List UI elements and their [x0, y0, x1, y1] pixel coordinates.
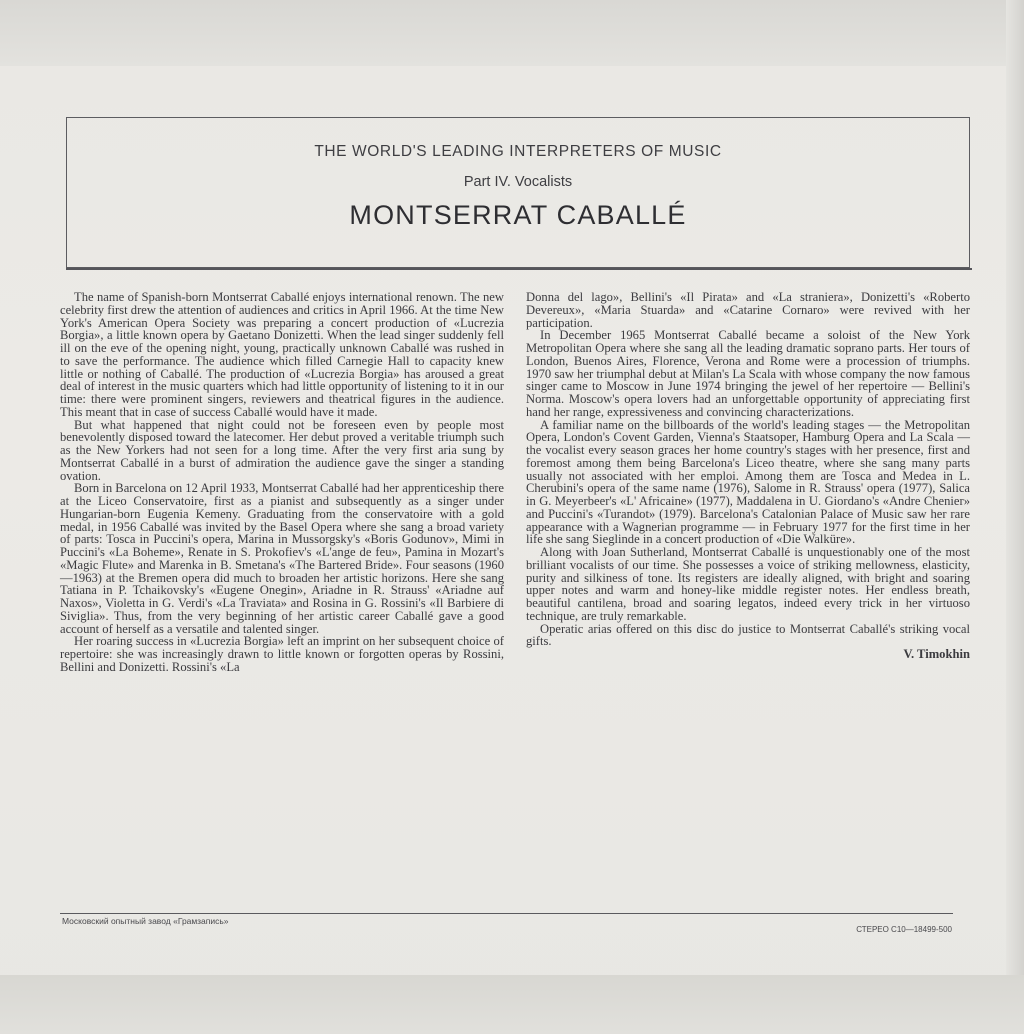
manufacturer-credit: Московский опытный завод «Грамзапись» — [62, 916, 229, 926]
catalog-number: СТЕРЕО С10—18499-500 — [856, 925, 952, 934]
series-title: THE WORLD'S LEADING INTERPRETERS OF MUSIC — [314, 143, 722, 160]
series-part: Part IV. Vocalists — [463, 174, 573, 190]
artist-name: MONTSERRAT CABALLÉ — [349, 200, 687, 230]
header-underline — [66, 268, 972, 270]
sleeve-right-edge — [1006, 0, 1024, 1034]
paragraph: Her roaring success in «Lucrezia Borgia» left an imprint on her subsequent choice of repertoire: she was increasingly drawn to little known or forgotten operas by Rossini, Bellini and Donizetti. Rossini's «La — [60, 634, 504, 674]
paragraph: Along with Joan Sutherland, Montserrat Caballé is unquestionably one of the most brilliant vocalists of our time. She possesses a voice of striking mellowness, elasticity, purity and silkiness of tone. Its registers are ideally aligned, with bright and soaring upper notes and warm and honey-like middle register notes. Her endless breath, beautiful cantilena, broad and soaring legatos, indeed every trick in her virtuoso technique, are truly remarkable. — [526, 545, 970, 623]
author-signature: V. Timokhin — [903, 647, 970, 661]
paragraph: But what happened that night could not be foreseen even by people most benevolently disposed toward the latecomer. Her debut proved a veritable triumph such as the New Yorkers had not seen for a long time. After the very first aria sung by Montserrat Caballé in a burst of admiration the audience gave the singer a standing ovation. — [60, 417, 504, 483]
paragraph: A familiar name on the billboards of the world's leading stages — the Metropolitan Opera, London's Covent Garden, Vienna's Staatsoper, Hamburg Opera and La Scala — the vocalist every season graces her home country's stages with her presence, first and foremost among them being Barcelona's Liceo theatre, where she sang many parts usually not associated with her emploi. Among them are Tosca and Medea in L. Cherubini's opera of the same name (1976), Salome in R. Strauss' opera (1977), Salica in G. Meyerbeer's «L' Africaine» (1977), Maddalena in U. Giordano's «Andre Chenier» and Puccini's «Turandot» (1979). Barcelona's Catalonian Palace of Music saw her rare appearance with a Wagnerian programme — in February 1977 for the first time in her life she sang Sieglinde in a concert production of «Die Walküre». — [526, 417, 970, 547]
paragraph: In December 1965 Montserrat Caballé became a soloist of the New York Metropolitan Opera where she sang all the leading dramatic soprano parts. Her tours of London, Buenos Aires, Florence, Verona and Rome were a procession of triumphs. 1970 saw her triumphal debut at Milan's La Scala with whose company the now famous singer came to Moscow in June 1974 bringing the jewel of her repertoire — Bellini's Norma. Moscow's opera lovers had an unforgettable opportunity of appreciating first hand her range, expressiveness and convincing characterizations. — [526, 328, 970, 419]
footer-rule — [60, 913, 953, 914]
paragraph: Donna del lago», Bellini's «Il Pirata» and «La straniera», Donizetti's «Roberto Devereux», «Maria Stuarda» and «Catarine Cornaro» were revived with her participation. — [526, 290, 970, 330]
header-frame — [66, 117, 970, 268]
sleeve-bottom-edge — [0, 975, 1024, 1034]
notes-right-column — [526, 291, 970, 661]
notes-left-column — [60, 291, 504, 674]
paragraph: Born in Barcelona on 12 April 1933, Montserrat Caballé had her apprenticeship there at the Liceo Conservatoire, first as a pianist and subsequently as a singer under Hungarian-born Eugenia Kemeny. Graduating from the conservatoire with a gold medal, in 1956 Caballé was invited by the Basel Opera where she sang a broad variety of parts: Tosca in Puccini's opera, Marina in Mussorgsky's «Boris Godunov», Mimi in Puccini's «La Boheme», Renate in S. Prokofiev's «L'ange de feu», Pamina in Mozart's «Magic Flute» and Marenka in B. Smetana's «The Bartered Bride». Four seasons (1960—1963) at the Bremen opera did much to broaden her artistic horizons. Here she sang Tatiana in P. Tchaikovsky's «Eugene Onegin», Ariadne in R. Strauss' «Ariadne auf Naxos», Violetta in G. Verdi's «La Traviata» and Rosina in G. Rossini's «Il Barbiere di Siviglia». Thus, from the very beginning of her artistic career Caballé gave a good account of herself as a versatile and talented singer. — [60, 481, 504, 636]
paragraph: Operatic arias offered on this disc do justice to Montserrat Caballé's striking vocal gifts. — [526, 621, 970, 649]
paragraph: The name of Spanish-born Montserrat Caballé enjoys international renown. The new celebrity first drew the attention of audiences and critics in April 1966. At the time New York's American Opera Society was preparing a concert production of «Lucrezia Borgia», a little known opera by Gaetano Donizetti. When the lead singer suddenly fell ill on the eve of the opening night, young, practically unknown Caballé was rushed in to save the performance. The audience which filled Carnegie Hall to capacity knew little or nothing of Caballé. The production of «Lucrezia Borgia» has aroused a great deal of interest in the music quarters which had little opportunity of listening to it in our time: there were prominent singers, reviewers and theatrical figures in the audience. This meant that in case of success Caballé would have it made. — [60, 290, 504, 419]
sleeve-top-edge — [0, 0, 1024, 66]
